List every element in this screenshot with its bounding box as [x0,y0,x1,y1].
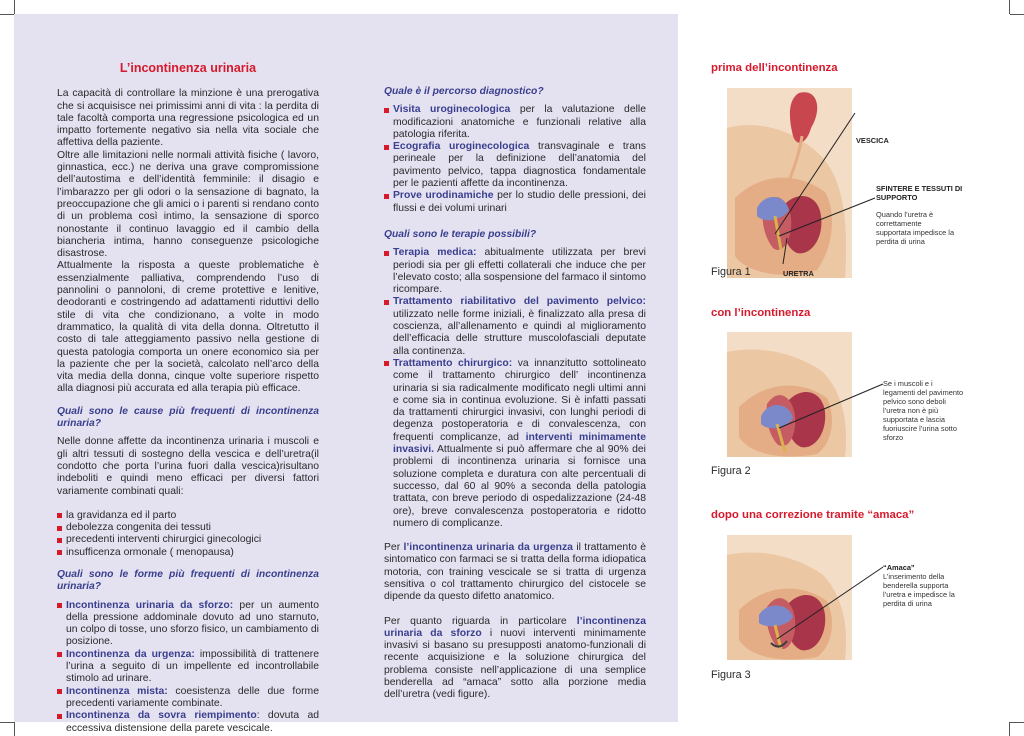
text: i nuovi interventi minimamente invasivi si basano su presupposti anatomo-funzionali di recente acquisizione e la soluzione chirurgica del problema consiste nell’applicazione di una semplice benderella ad “amaca” sotto alla porzione media dell’uretra (vedi figure). [384,627,646,701]
label-amaca: “Amaca” [883,563,915,572]
text: il trattamento è sintomatico con farmaci se si tratta della forma idiopatica motoria, con training vescicale se si tratta di urgenza sensitiva o col trattamento chirurgico del cistocele se dipende da questo difetto anatomico. [384,542,646,603]
question-diagnosis: Quale è il percorso diagnostico? [384,86,544,97]
list-item [384,190,646,215]
diagnosis-list [384,104,646,215]
term: Trattamento chirurgico: [393,357,513,369]
list-item-text: : dovuta ad eccessiva distensione della parete vescicale. [66,710,319,734]
term: Incontinenza mista: [66,685,168,697]
crop-mark [1010,14,1024,15]
note-figure1: Quando l’uretra è correttamente supportata impedisce la perdita di urina [876,210,955,246]
list-item: la gravidanza ed il parto [57,510,319,522]
list-item-text: transvaginale e trans perineale per la definizione dell’anatomia del pavimento pelvico, tappa diagnostica fondamentale per le pazienti affette da incontinenza. [393,141,646,190]
list-item: debolezza congenita dei tessuti [57,522,319,534]
figure3-caption: Figura 3 [711,669,751,681]
figure1-pointers [727,88,877,278]
column-left [57,62,319,735]
figure3-pointer [727,535,887,660]
label-vescica: VESCICA [856,136,889,145]
list-item [57,600,319,649]
list-item-text: impossibilità di trattenere l’urina a seguito di un impellente ed incontrollabile stimolo ad urinare. [66,648,319,685]
term: Ecografia uroginecologica [393,141,530,153]
note-figure2: Se i muscoli e i legamenti del pavimento pelvico sono deboli l’uretra non è più supportata e lascia fuoriuscire l’urina sotto sforzo [883,379,964,442]
crop-mark [14,722,15,736]
term: Prove urodinamiche [393,190,494,202]
term: l’incontinenza urinaria da sforzo [384,615,646,639]
urgency-paragraph [384,542,646,603]
question-causes: Quali sono le cause più frequenti di incontinenza urinaria? [57,405,319,430]
list-item-text: coesistenza delle due forme precedenti variamente combinate. [66,685,319,709]
term: Incontinenza da urgenza: [66,648,195,660]
question-therapies: Quali sono le terapie possibili? [384,228,537,240]
figure2-title: con l’incontinenza [711,307,811,319]
list-item-text: per la valutazione delle modificazioni anatomiche e funzionali relative alla patologia riferita. [393,104,646,140]
causes-paragraph: Nelle donne affette da incontinenza urinaria i muscoli e gli altri tessuti di sostegno della vescica e dell’uretra(il condotto che porta l’urina fuori dalla vescica)risultano indeboliti e quindi meno efficaci per diversi fattori variamente combinati quali: [57,436,319,497]
term: Terapia medica: [393,247,477,259]
causes-list [57,510,319,559]
column-middle [384,82,646,702]
list-item [57,710,319,735]
list-item: precedenti interventi chirurgici ginecologici [57,534,319,546]
label-sfintere: SFINTERE E TESSUTI DI SUPPORTO [876,184,963,202]
forms-list [57,600,319,735]
stress-paragraph [384,616,646,702]
intro-paragraph: Attualmente la risposta a queste problematiche è essenzialmente palliativa, comprendendo l’uso di pannolini o pannoloni, di creme protettive e lenitive, deodoranti e costringendo ad adattamenti riduttivi dello stile di vita che condizionano, a volte in modo drammatico, la qualità di vita della donna. Oltretutto il costo di tale atteggiamento passivo nella gestione di questa patologia comporta un onere economico sia per la paziente che per la società, calcolato nell’arco della vita media della donna, cinque volte superiore rispetto alla diagnosi più accurata ed alla terapia più efficace. [57,260,319,395]
list-item [384,104,646,141]
term: Visita uroginecologica [393,104,511,116]
page-title: L’incontinenza urinaria [119,61,257,75]
list-item-text: per un aumento della pressione addominale dovuto ad uno starnuto, un colpo di tosse, uno sforzo fisico, un cambiamento di posizione. [66,599,319,648]
term: Incontinenza da sovra riempimento [66,710,257,722]
figure2-pointer [727,332,887,457]
list-item [384,141,646,190]
intro-paragraph: Oltre alle limitazioni nelle normali attività fisiche ( lavoro, ginnastica, ecc.) ne deriva una grave compromissione dell’autostima e dell’identità femminile: il disagio e l’imbarazzo per gli odori o la sensazione di bagnato, la preoccupazione che gli amici o i parenti si rendano conto di un problema così intimo, la sensazione di sporco nonostante il continuo lavaggio ed il cambio della biancheria intima, hanno conseguenze psicologiche disastrose. [57,149,319,260]
figure1-caption: Figura 1 [711,266,751,278]
list-item: insufficenza ormonale ( menopausa) [57,547,319,559]
term: l’incontinenza urinaria da urgenza [403,542,573,554]
figure2-caption: Figura 2 [711,465,751,477]
term: interventi minimamente invasivi. [393,431,646,456]
note-figure3: L’inserimento della benderella supporta l’uretra e impedisce la perdita di urina [883,572,955,608]
figure3-title: dopo una correzione tramite “amaca” [711,509,915,521]
list-item [384,358,646,530]
list-item [384,296,646,357]
text: Per [384,542,404,554]
crop-mark [0,722,14,723]
crop-mark [14,0,15,14]
crop-mark [1009,722,1010,736]
figure1-title: prima dell’incontinenza [711,62,838,74]
intro-paragraph: La capacità di controllare la minzione è una prerogativa che si acquisisce nei primissimi anni di vita : la perdita di tale facoltà comporta una regressione psicologica ed un impatto fortemente negativo sia nella vita sociale che affettiva della paziente. [57,88,319,149]
term: Trattamento riabilitativo del pavimento pelvico: [393,296,646,308]
list-item-text: utilizzato nelle forme iniziali, è finalizzato alla presa di coscienza, all’allenamento e quindi al miglioramento dell’efficacia delle strutture muscolofasciali deputate alla continenza. [393,308,646,357]
list-item-text: va innanzitutto sottolineato come il trattamento chirurgico dell’ incontinenza urinaria si sia radicalmente modificato negli ultimi anni e come sia in continua evoluzione. Si è infatti passati da trattamenti chirurgici invasivi, con lunghi periodi di degenza postoperatoria e di convalescenza, con frequenti complicanze, ad [393,357,646,443]
crop-mark [0,14,14,15]
list-item [57,649,319,686]
list-item [384,247,646,296]
crop-mark [1009,0,1010,14]
label-uretra: URETRA [783,269,814,278]
list-item-text: Attualmente si può affermare che al 90% dei problemi di incontinenza urinaria si fornisce una soluzione completa e duratura con alte percentuali di successo, dal 60 al 90% a seconda della patologia trattata, con breve periodo di ospedalizzazione (24-48 ore), breve convalescenza postoperatoria e ridotto numero di complicanze. [393,444,646,529]
crop-mark [1010,722,1024,723]
list-item [57,686,319,711]
list-item-text: abitualmente utilizzata per brevi periodi sia per gli effetti collaterali che induce che per l’elevato costo; alla sospensione del farmaco il sintomo ricompare. [393,247,646,296]
list-item-text: per lo studio delle pressioni, dei flussi e dei volumi urinari [393,190,646,214]
therapies-list [384,247,646,530]
question-forms: Quali sono le forme più frequenti di incontinenza urinaria? [57,568,319,593]
term: Incontinenza urinaria da sforzo: [66,599,234,611]
text: Per quanto riguarda in particolare [384,615,577,627]
